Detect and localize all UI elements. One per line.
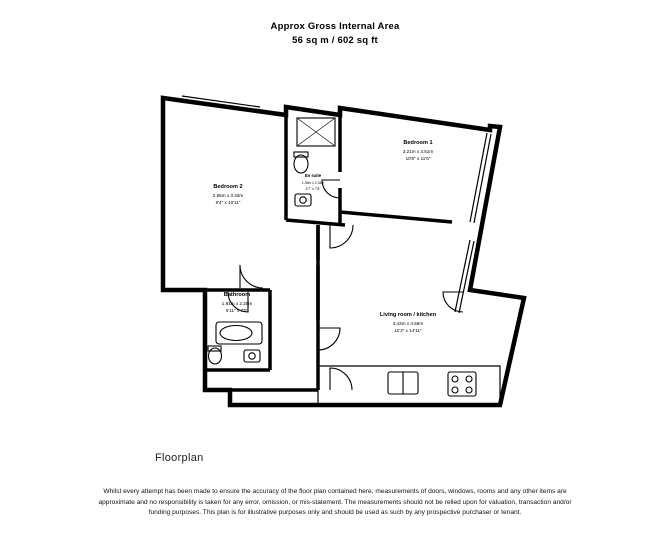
toilet-bowl-bathroom — [209, 348, 222, 364]
room-label-bedroom1-imperial: 10'6" x 11'6" — [405, 156, 431, 161]
room-label-ensuite-metric: 1.39m x 2.34m — [301, 181, 325, 185]
room-label-bathroom-metric: 1.81m x 2.28m — [221, 301, 253, 306]
wash-basin-bathroom — [244, 350, 260, 362]
room-label-ensuite-name: En suite — [304, 173, 322, 178]
room-label-bedroom2-imperial: 9'4" x 10'11" — [215, 200, 241, 205]
disclaimer-text: Whilst every attempt has been made to ensure the accuracy of the floor plan contained here, measurements of doors, windows, rooms and any other items are approximate and no responsibility is taken for any error, omission, or mis-statement. The measurements should not be relied upon for valuation, transaction and/or funding purposes. This plan is for illustrative purposes only and should be used as such by any prospective purchaser or tenant. — [98, 488, 572, 516]
toilet-bowl — [294, 155, 308, 173]
fixtures — [208, 118, 500, 405]
room-label-bathroom-imperial: 5'11" x 7'5" — [225, 308, 249, 313]
room-label-bedroom1-name: Bedroom 1 — [403, 140, 433, 146]
room-labels — [213, 140, 437, 333]
floorplan-drawing — [0, 60, 670, 440]
floorplan-caption: Floorplan — [155, 452, 204, 464]
kitchen-hob — [448, 372, 476, 396]
room-label-bedroom2-metric: 2.85m x 3.33m — [212, 193, 244, 198]
header-area-value: 56 sq m / 602 sq ft — [292, 35, 378, 46]
room-label-ensuite-imperial: 4'7" x 7'8" — [305, 187, 321, 191]
wash-basin — [295, 194, 311, 206]
room-label-living-metric: 3.43m x 4.55m — [392, 321, 424, 326]
plan-header — [0, 20, 670, 48]
room-label-bedroom2-name: Bedroom 2 — [213, 184, 243, 190]
room-label-living-name: Living room / kitchen — [379, 312, 437, 318]
room-label-bathroom-name: Bathroom — [223, 292, 251, 298]
room-label-living-imperial: 11'3" x 14'11" — [394, 328, 422, 333]
header-area-title: Approx Gross Internal Area — [270, 21, 400, 32]
room-label-bedroom1-metric: 3.21m x 3.51m — [402, 149, 434, 154]
